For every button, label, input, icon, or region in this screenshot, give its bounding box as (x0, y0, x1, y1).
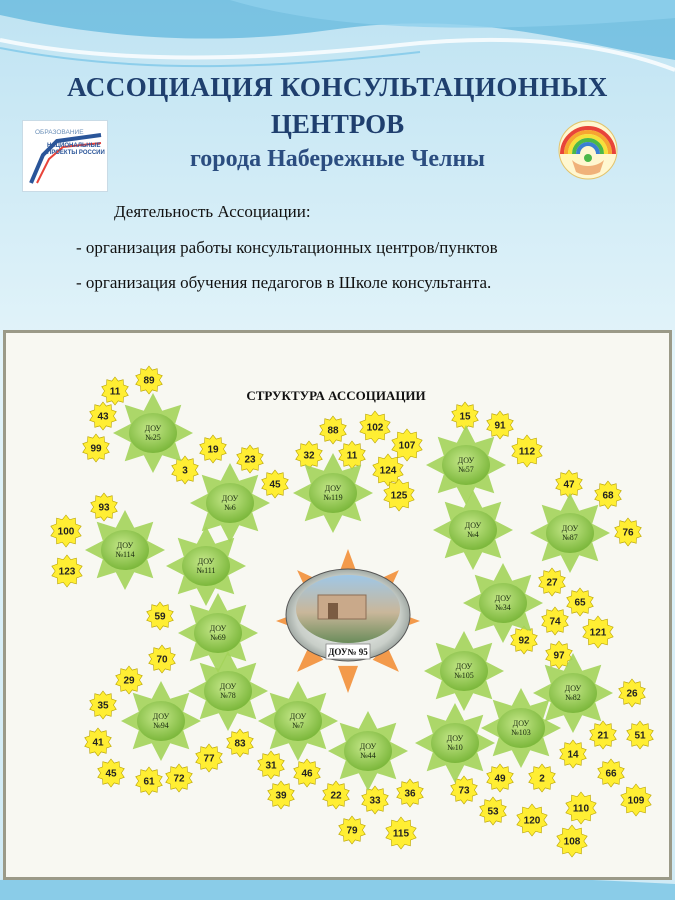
group-node-label: ДОУ №94 (152, 712, 170, 730)
member-kindergarten-node (627, 721, 654, 749)
member-node-label: 21 (597, 730, 609, 742)
member-kindergarten-node (98, 759, 125, 787)
logo-main-label: НАЦИОНАЛЬНЫЕ ПРОЕКТЫ РОССИИ (47, 143, 105, 156)
member-node-label: 32 (303, 450, 315, 462)
group-kindergarten-node (463, 563, 543, 643)
group-node-label: ДОУ №44 (359, 742, 377, 760)
member-kindergarten-node (90, 402, 117, 430)
member-node-label: 27 (546, 577, 558, 589)
member-node-label: 51 (634, 730, 646, 742)
member-node-label: 39 (275, 790, 287, 802)
member-kindergarten-node (227, 729, 254, 757)
group-node-label: ДОУ №114 (115, 541, 135, 559)
member-node-label: 70 (156, 654, 168, 666)
member-kindergarten-node (102, 377, 129, 405)
group-kindergarten-node (121, 681, 201, 761)
member-node-label: 72 (173, 773, 185, 785)
activity-item-2: - организация обучения педагогов в Школе консультанта. (76, 273, 492, 292)
member-node-label: 49 (494, 773, 506, 785)
member-kindergarten-node (566, 792, 596, 824)
member-node-label: 99 (90, 443, 102, 455)
member-node-label: 112 (518, 446, 536, 458)
member-kindergarten-node (166, 764, 193, 792)
building-icon (318, 595, 366, 619)
member-kindergarten-node (51, 515, 81, 547)
member-kindergarten-node (487, 411, 514, 439)
center-node (276, 549, 420, 693)
activities-heading: Деятельность Ассоциации: (114, 202, 311, 221)
member-node-label: 74 (549, 616, 561, 628)
member-kindergarten-node (567, 588, 594, 616)
member-node-label: 19 (207, 444, 219, 456)
member-node-label: 68 (602, 490, 614, 502)
member-kindergarten-node (52, 555, 82, 587)
group-node-label: ДОУ №82 (564, 684, 582, 702)
member-node-label: 76 (622, 527, 634, 539)
member-node-label: 23 (244, 454, 256, 466)
member-node-label: 29 (123, 675, 135, 687)
member-kindergarten-node (172, 456, 199, 484)
member-node-label: 15 (459, 411, 471, 423)
member-kindergarten-node (560, 740, 587, 768)
member-node-label: 121 (589, 627, 607, 639)
member-kindergarten-node (339, 816, 366, 844)
group-node-label: ДОУ №10 (446, 734, 464, 752)
member-node-label: 45 (105, 768, 117, 780)
group-kindergarten-node (530, 493, 610, 573)
group-kindergarten-node (293, 450, 373, 533)
group-kindergarten-node (415, 703, 495, 783)
member-node-label: 102 (366, 422, 384, 434)
member-node-label: 120 (523, 815, 541, 827)
member-node-label: 35 (97, 700, 109, 712)
member-node-label: 53 (487, 806, 499, 818)
member-kindergarten-node (83, 434, 110, 462)
group-node-label: ДОУ №105 (454, 662, 474, 680)
member-kindergarten-node (556, 470, 583, 498)
group-kindergarten-node (166, 526, 246, 606)
group-kindergarten-node (426, 425, 506, 505)
member-kindergarten-node (362, 786, 389, 814)
member-node-label: 31 (265, 760, 277, 772)
member-kindergarten-node (116, 666, 143, 694)
member-node-label: 97 (553, 650, 565, 662)
member-kindergarten-node (615, 518, 642, 546)
member-node-label: 61 (143, 776, 155, 788)
group-kindergarten-node (85, 510, 165, 590)
member-kindergarten-node (196, 744, 223, 772)
center-arrow (338, 666, 358, 693)
member-kindergarten-node (583, 616, 613, 648)
member-kindergarten-node (268, 781, 295, 809)
group-node-label: ДОУ №111 (196, 557, 216, 575)
member-node-label: 73 (458, 785, 470, 797)
group-node-label: ДОУ №25 (144, 424, 162, 442)
member-kindergarten-node (512, 435, 542, 467)
group-kindergarten-node (328, 711, 408, 791)
group-kindergarten-node (433, 490, 513, 570)
member-node-label: 108 (563, 836, 581, 848)
member-kindergarten-node (539, 568, 566, 596)
member-kindergarten-node (557, 825, 587, 857)
group-node-label: ДОУ №103 (511, 719, 531, 737)
member-kindergarten-node (517, 804, 547, 836)
member-kindergarten-node (529, 764, 556, 792)
member-kindergarten-node (294, 759, 321, 787)
member-kindergarten-node (590, 721, 617, 749)
member-kindergarten-node (598, 759, 625, 787)
member-node-label: 65 (574, 597, 586, 609)
member-kindergarten-node (621, 784, 651, 816)
member-node-label: 88 (327, 425, 339, 437)
group-kindergarten-node (188, 651, 268, 731)
group-kindergarten-node (113, 393, 193, 473)
member-kindergarten-node (136, 767, 163, 795)
member-kindergarten-node (147, 602, 174, 630)
member-kindergarten-node (360, 411, 390, 443)
member-node-label: 107 (398, 440, 416, 452)
member-node-label: 89 (143, 375, 155, 387)
page-title-line-1: АССОЦИАЦИЯ КОНСУЛЬТАЦИОННЫХ (67, 72, 608, 102)
group-node-label: ДОУ №119 (323, 484, 343, 502)
member-node-label: 109 (627, 795, 645, 807)
member-node-label: 59 (154, 611, 166, 623)
group-node-label: ДОУ №78 (219, 682, 237, 700)
page-title-line-2: ЦЕНТРОВ (270, 109, 405, 139)
group-node-label: ДОУ №87 (561, 524, 579, 542)
member-node-label: 22 (330, 790, 342, 802)
center-node-label: ДОУ№ 95 (328, 647, 368, 657)
member-kindergarten-node (487, 764, 514, 792)
member-node-label: 91 (494, 420, 506, 432)
page-subtitle-city: города Набережные Челны (189, 146, 486, 172)
diagram-title: СТРУКТУРА АССОЦИАЦИИ (246, 388, 426, 403)
member-kindergarten-node (90, 691, 117, 719)
group-node-label: ДОУ №34 (494, 594, 512, 612)
member-kindergarten-node (136, 366, 163, 394)
member-node-label: 66 (605, 768, 617, 780)
member-kindergarten-node (386, 817, 416, 849)
member-kindergarten-node (262, 470, 289, 498)
member-node-label: 100 (57, 526, 75, 538)
member-kindergarten-node (452, 402, 479, 430)
member-kindergarten-node (200, 435, 227, 463)
member-node-label: 110 (572, 803, 590, 815)
building-door-icon (328, 603, 338, 619)
member-node-label: 47 (563, 479, 575, 491)
member-node-label: 11 (346, 450, 358, 462)
member-node-label: 79 (346, 825, 358, 837)
member-kindergarten-node (392, 429, 422, 461)
member-kindergarten-node (542, 607, 569, 635)
member-kindergarten-node (258, 751, 285, 779)
group-node-label: ДОУ №6 (221, 494, 239, 512)
member-node-label: 83 (234, 738, 246, 750)
group-kindergarten-node (178, 593, 258, 673)
member-node-label: 36 (404, 788, 416, 800)
member-kindergarten-node (296, 441, 323, 469)
national-projects-logo (22, 120, 108, 192)
member-node-label: 125 (390, 490, 408, 502)
member-kindergarten-node (323, 781, 350, 809)
member-kindergarten-node (511, 626, 538, 654)
member-kindergarten-node (85, 728, 112, 756)
member-node-label: 11 (109, 386, 121, 398)
member-node-label: 93 (98, 502, 110, 514)
group-node-label: ДОУ №4 (464, 521, 482, 539)
member-kindergarten-node (397, 779, 424, 807)
member-kindergarten-node (320, 416, 347, 444)
group-kindergarten-node (424, 631, 504, 711)
member-kindergarten-node (339, 441, 366, 469)
association-structure-diagram (6, 333, 669, 877)
member-node-label: 41 (92, 737, 104, 749)
group-node-label: ДОУ №7 (289, 712, 307, 730)
member-node-label: 115 (392, 828, 410, 840)
member-node-label: 124 (379, 465, 397, 477)
logo-small-label: ОБРАЗОВАНИЕ (35, 129, 84, 136)
member-kindergarten-node (619, 679, 646, 707)
member-node-label: 14 (567, 749, 579, 761)
member-kindergarten-node (595, 481, 622, 509)
member-node-label: 77 (203, 753, 215, 765)
member-node-label: 123 (58, 566, 76, 578)
member-node-label: 46 (301, 768, 313, 780)
member-node-label: 2 (539, 773, 545, 785)
group-node-label: ДОУ №69 (209, 624, 227, 642)
association-rainbow-logo (548, 120, 628, 182)
member-node-label: 26 (626, 688, 638, 700)
group-kindergarten-node (481, 688, 561, 768)
member-node-label: 3 (182, 465, 188, 477)
member-kindergarten-node (149, 645, 176, 673)
member-node-label: 45 (269, 479, 281, 491)
activity-item-1: - организация работы консультационных центров/пунктов (76, 238, 498, 257)
structure-diagram-panel (3, 330, 672, 880)
member-kindergarten-node (91, 493, 118, 521)
member-kindergarten-node (480, 797, 507, 825)
member-node-label: 33 (369, 795, 381, 807)
group-kindergarten-node (258, 681, 338, 761)
member-kindergarten-node (237, 445, 264, 473)
member-node-label: 92 (518, 635, 530, 647)
group-kindergarten-node (190, 463, 270, 543)
member-node-label: 43 (97, 411, 109, 423)
group-node-label: ДОУ №57 (457, 456, 475, 474)
